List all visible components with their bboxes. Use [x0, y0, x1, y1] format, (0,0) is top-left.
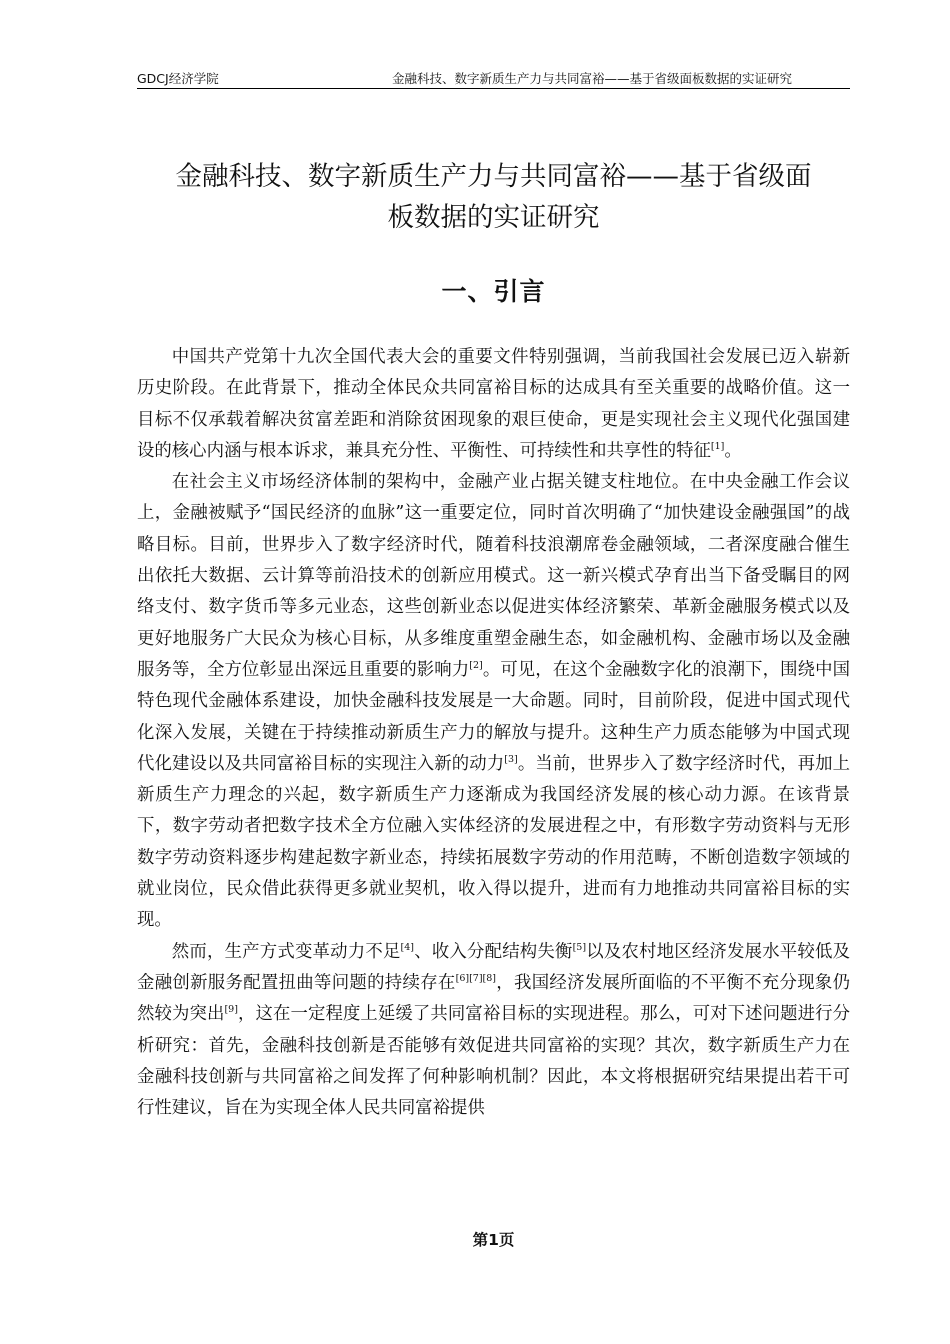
- citation-ref: [9]: [224, 1004, 238, 1016]
- page-number: 第1页: [472, 1231, 515, 1249]
- citation-ref: [1]: [710, 440, 725, 452]
- paragraph-1: 中国共产党第十九次全国代表大会的重要文件特别强调，当前我国社会发展已迈入崭新历史阶段。在此背景下，推动全体民众共同富裕目标的达成具有至关重要的战略价值。这一目标不仅承载着解决贫富差距和消除贫困现象的艰巨使命，更是实现社会主义现代化强国建设的核心内涵与根本诉求，兼具充分性、平衡性、可持续性和共享性的特征[1]。: [137, 347, 850, 461]
- citation-ref: [5]: [572, 941, 587, 953]
- citation-ref: [3]: [504, 753, 518, 765]
- paragraph-3: 然而，生产方式变革动力不足[4]、收入分配结构失衡[5]以及农村地区经济发展水平较低及金融创新服务配置扭曲等问题的持续存在[6][7][8]，我国经济发展所面临的不平衡不充分现象仍然较为突出[9]，这在一定程度上延缓了共同富裕目标的实现进程。那么，可对下述问题进行分析研究：首先，金融科技创新是否能够有效促进共同富裕的实现？其次，数字新质生产力在金融科技创新与共同富裕之间发挥了何种影响机制？因此，本文将根据研究结果提出若干可行性建议，旨在为实现全体人民共同富裕提供: [137, 941, 850, 1119]
- section-heading: 一、引言: [441, 277, 546, 306]
- paper-title-line-1: 金融科技、数字新质生产力与共同富裕——基于省级面: [175, 161, 812, 192]
- paper-title-line-2: 板数据的实证研究: [387, 202, 600, 233]
- header-paper-title: 金融科技、数字新质生产力与共同富裕——基于省级面板数据的实证研究: [391, 71, 792, 86]
- running-header: [137, 68, 850, 89]
- citation-ref: [4]: [400, 941, 415, 953]
- citation-ref: [2]: [469, 659, 483, 671]
- paragraph-2: 在社会主义市场经济体制的架构中，金融产业占据关键支柱地位。在中央金融工作会议上，金融被赋予“国民经济的血脉”这一重要定位，同时首次明确了“加快建设金融强国”的战略目标。目前，世界步入了数字经济时代，随着科技浪潮席卷金融领域，二者深度融合催生出依托大数据、云计算等前沿技术的创新应用模式。这一新兴模式孕育出当下备受瞩目的网络支付、数字货币等多元业态，这些创新业态以促进实体经济繁荣、革新金融服务模式以及更好地服务广大民众为核心目标，从多维度重塑金融生态，如金融机构、金融市场以及金融服务等，全方位彰显出深远且重要的影响力[2]。可见，在这个金融数字化的浪潮下，围绕中国特色现代金融体系建设，加快金融科技发展是一大命题。同时，目前阶段，促进中国式现代化深入发展，关键在于持续推动新质生产力的解放与提升。这种生产力质态能够为中国式现代化建设以及共同富裕目标的实现注入新的动力[3]。当前，世界步入了数字经济时代，再加上新质生产力理念的兴起，数字新质生产力逐渐成为我国经济发展的核心动力源。在该背景下，数字劳动者把数字技术全方位融入实体经济的发展进程之中，有形数字劳动资料与无形数字劳动资料逐步构建起数字新业态，持续拓展数字劳动的作用范畴，不断创造数字领域的就业岗位，民众借此获得更多就业契机，收入得以提升，进而有力地推动共同富裕目标的实现。: [137, 472, 850, 931]
- paper-title: [137, 156, 850, 238]
- header-institution: GDCJ经济学院: [137, 71, 219, 86]
- citation-ref: [6][7][8]: [455, 972, 496, 984]
- body-text: [137, 342, 850, 1124]
